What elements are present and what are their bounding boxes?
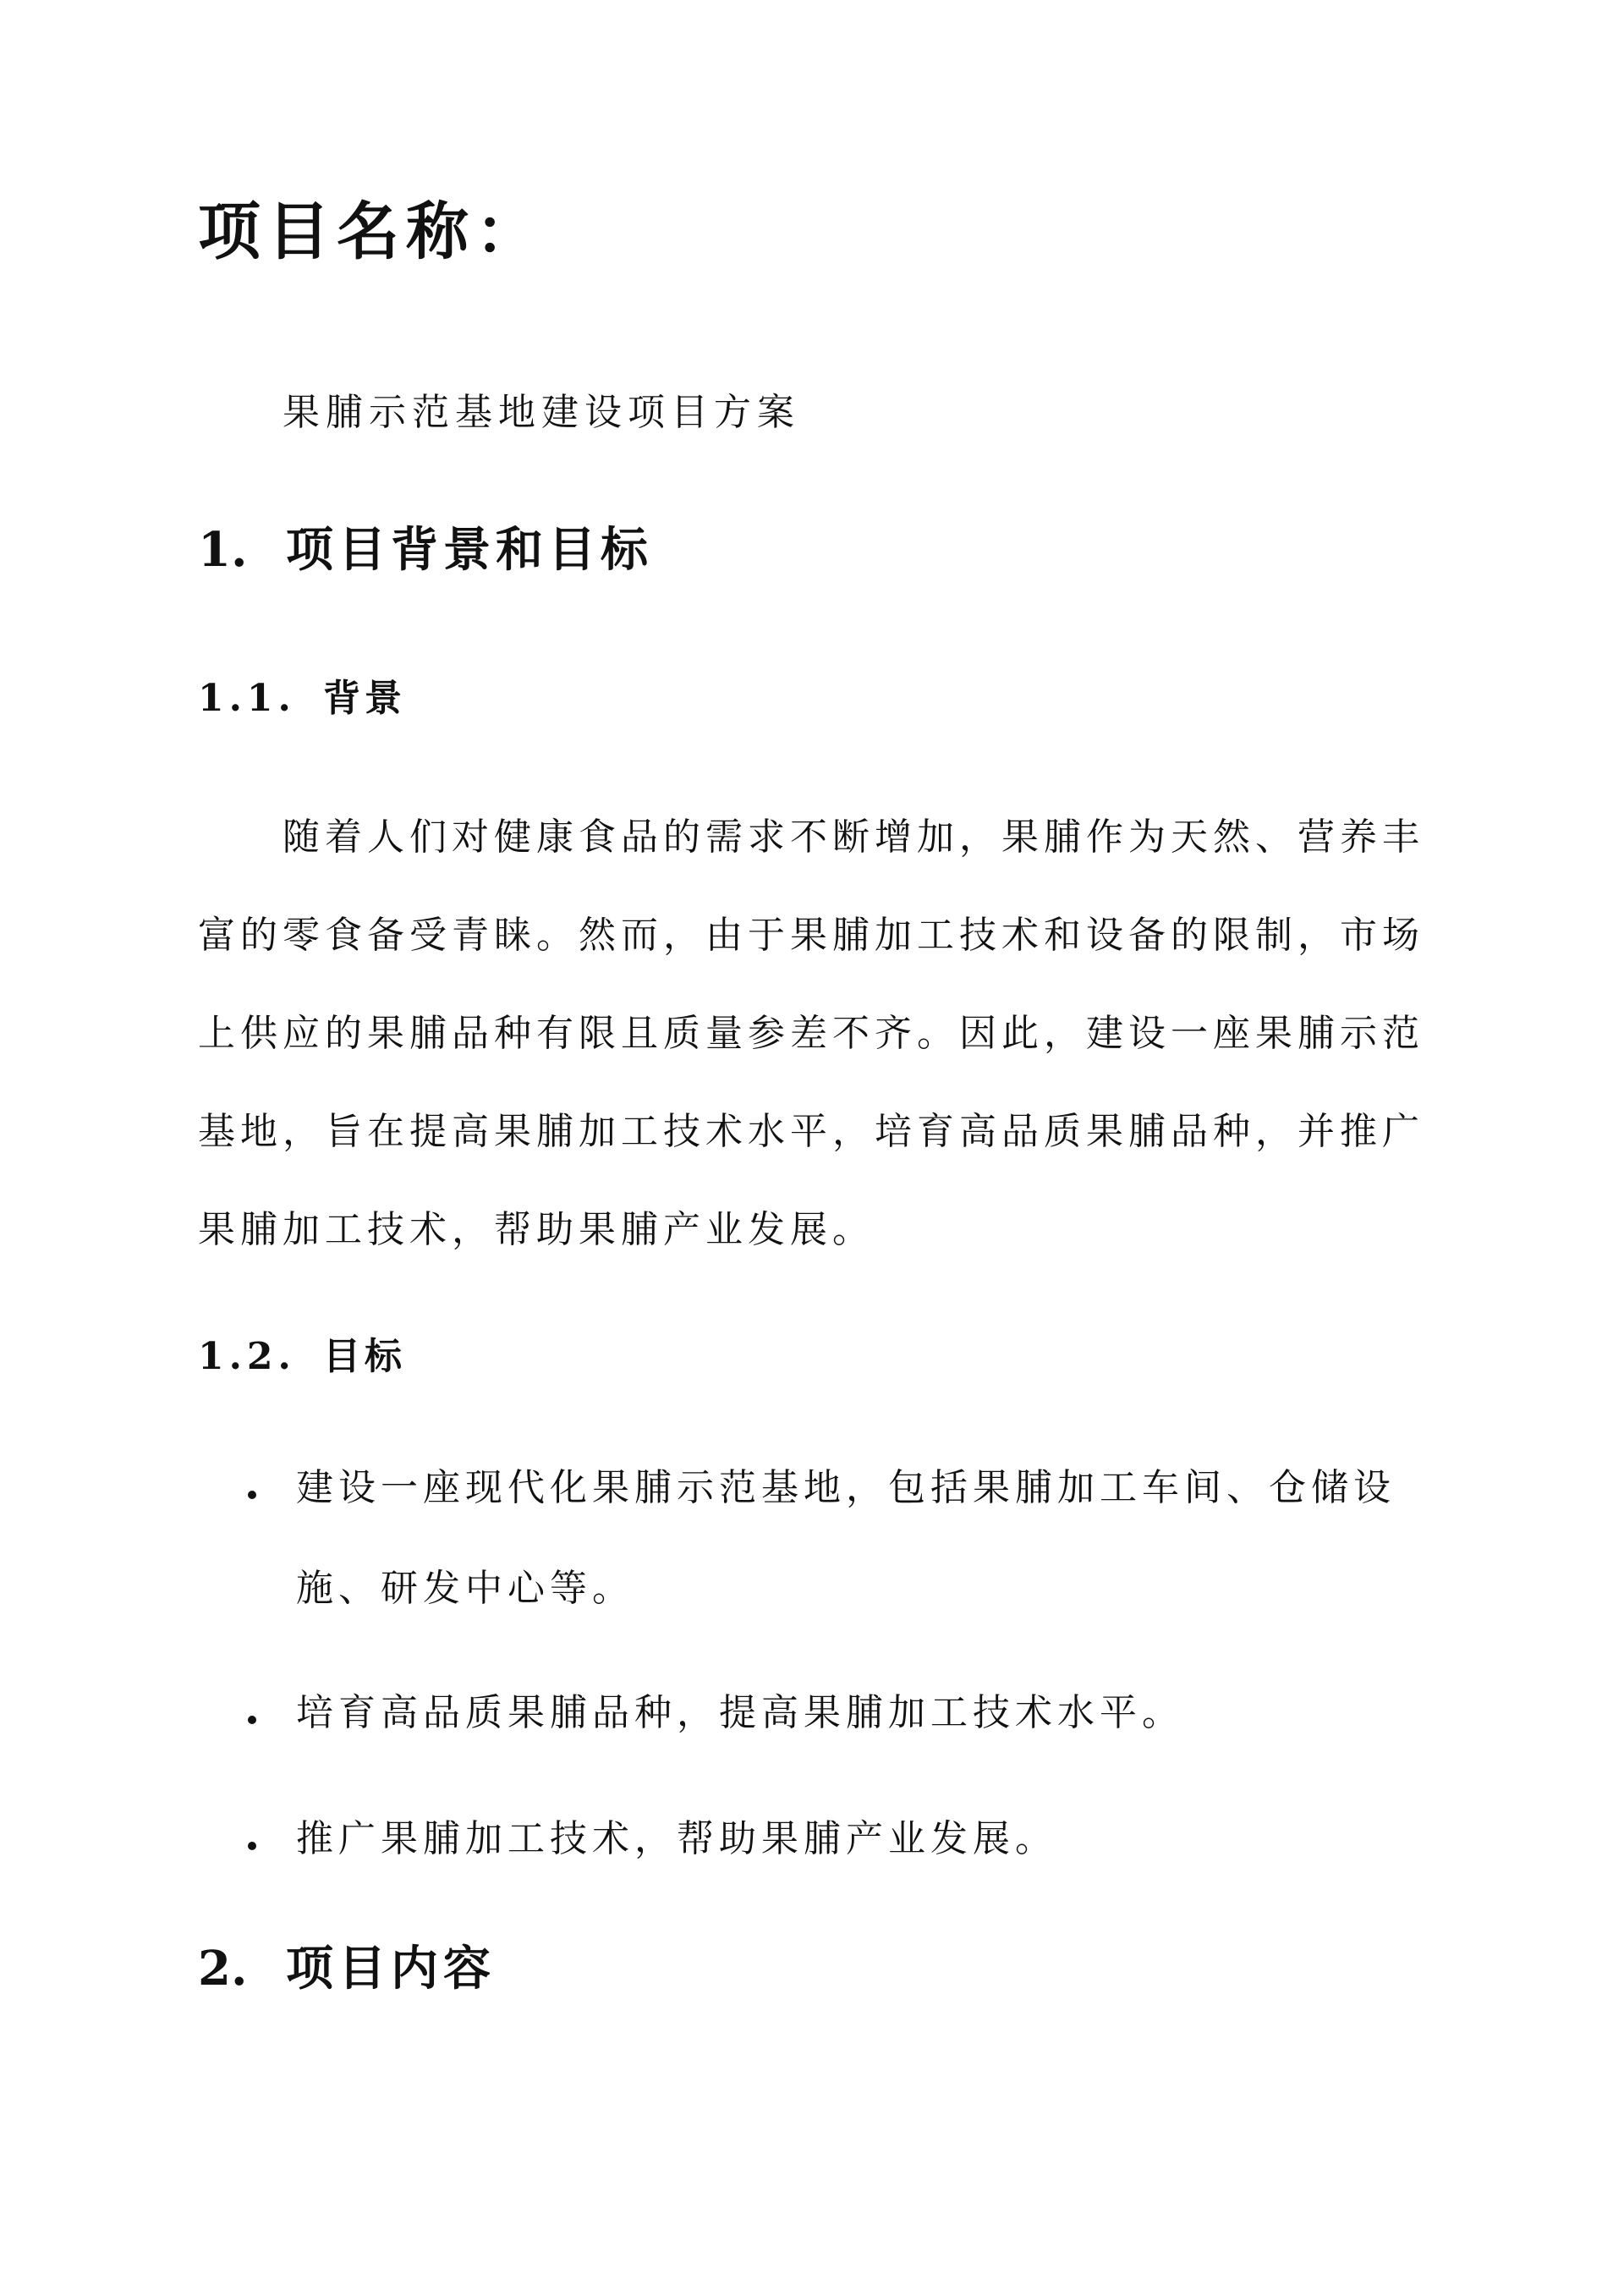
- section-1-title: 项目背景和目标: [286, 522, 653, 578]
- section-1-heading: [198, 522, 653, 579]
- bullet-dot: [248, 1716, 256, 1724]
- paragraph-line: 基地，旨在提高果脯加工技术水平，培育高品质果脯品种，并推广: [198, 1110, 1424, 1153]
- document-title: 项目名称：: [198, 195, 545, 268]
- section-2-number: 2.: [198, 1941, 248, 1997]
- paragraph-line: 随着人们对健康食品的需求不断增加，果脯作为天然、营养丰: [283, 816, 1424, 859]
- project-name: 果脯示范基地建设项目方案: [283, 391, 800, 434]
- list-item: 建设一座现代化果脯示范基地，包括果脯加工车间、仓储设: [296, 1466, 1396, 1509]
- section-1-1-title: 背景: [323, 677, 406, 720]
- paragraph-line: 果脯加工技术，帮助果脯产业发展。: [198, 1208, 875, 1251]
- section-2-heading: [198, 1941, 496, 1997]
- paragraph-line: 富的零食备受青睐。然而，由于果脯加工技术和设备的限制，市场: [198, 914, 1424, 957]
- bullet-dot: [248, 1491, 256, 1499]
- section-1-1-heading: [198, 677, 406, 722]
- section-2-title: 项目内容: [286, 1941, 496, 1997]
- section-1-2-number: 1.2.: [198, 1335, 296, 1378]
- section-1-number: 1.: [198, 522, 248, 578]
- paragraph-line: 上供应的果脯品种有限且质量参差不齐。因此，建设一座果脯示范: [198, 1012, 1424, 1055]
- section-1-2-title: 目标: [323, 1335, 406, 1378]
- list-item: 培育高品质果脯品种，提高果脯加工技术水平。: [296, 1691, 1184, 1734]
- list-item: 推广果脯加工技术，帮助果脯产业发展。: [296, 1817, 1057, 1860]
- section-1-2-heading: [198, 1335, 406, 1380]
- list-item-continuation: 施、研发中心等。: [296, 1567, 634, 1610]
- section-1-1-number: 1.1.: [198, 677, 296, 720]
- bullet-dot: [248, 1842, 256, 1850]
